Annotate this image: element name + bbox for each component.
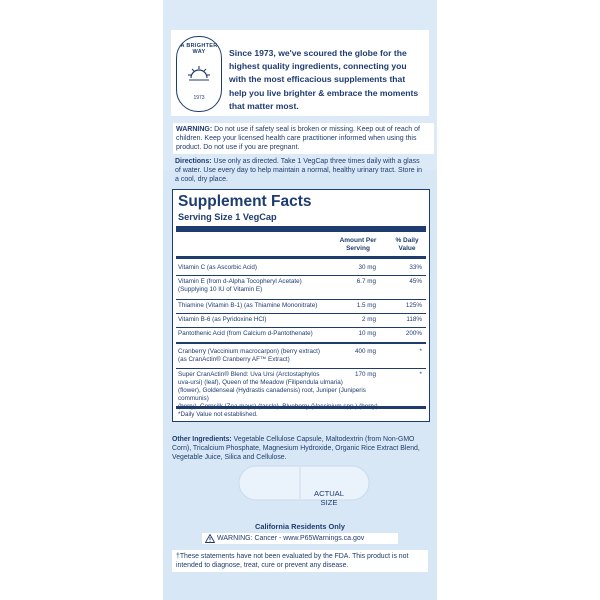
nutrient-amount: 170 mg (354, 371, 376, 378)
supplement-facts-panel: Supplement Facts Serving Size 1 VegCap Amount Per Serving % Daily Value Vitamin C (as Ascorbic Acid) 30 mg 33% Vitamin E (from d-Alpha Tocopheryl Acetate) (Supplying 10 IU of Vitamin E) 6.7 mg 45% Thiamine (Vitamin B-1) (as Thiamine Mononitrate) 1.5 mg 125% Vitamin B-6 (as Pyridoxine HCl) 2 mg 118% Pantothenic Acid (from Calcium d-Pantothenate) 10 mg 200% Cranberry (Vaccinium macrocarpon) (berry extract) (as CranActin® Cranberry AF™ Extract) 400 mg * Super CranActin® Blend: Uva Ursi (Arctostaphylos uva-ursi) (leaf), Queen of the Meadow (Filipendula ulmaria) (flower), Goldenseal (Hydrastis canadensis) root, Juniper (Juniperis communis) 170 mg * *Daily Value not established. (172, 189, 430, 422)
serving-size: Serving Size 1 VegCap (178, 212, 277, 222)
other-ingredients-text: Vegetable Cellulose Capsule, Maltodextrin (from Non-GMO Corn), Tricalcium Phosphate, Magnesium Hydroxide, Organic Rice Extract Blend, Vegetable Juice, Silica and Cellulose. (172, 436, 420, 461)
warning-text: Do not use if safety seal is broken or missing. Keep out of reach of children. Keep your licensed health care practitioner informed when using this product. Do not use if you are pregnant. (176, 126, 420, 151)
nutrient-amount: 400 mg (354, 348, 376, 355)
nutrient-dv: 33% (409, 264, 422, 271)
sun-icon (186, 64, 212, 82)
warning-triangle-icon (205, 534, 215, 543)
nutrient-amount: 10 mg (358, 330, 376, 337)
nutrient-name: Vitamin B-6 (as Pyridoxine HCl) (178, 316, 267, 323)
thick-divider (176, 226, 426, 232)
nutrient-name: Cranberry (Vaccinium macrocarpon) (berry extract) (as CranActin® Cranberry AF™ Extract) (178, 348, 320, 363)
brand-badge (176, 36, 222, 112)
bottom-divider (176, 406, 426, 409)
nutrient-name: Super CranActin® Blend: Uva Ursi (Arctostaphylos uva-ursi) (leaf), Queen of the Meadow (Filipendula ulmaria) (flower), Goldenseal (Hydrastis canadensis) root, Juniper (Juniperis communis) (178, 371, 366, 402)
header-divider (176, 256, 426, 259)
directions-text: Use only as directed. Take 1 VegCap three times daily with a glass of water. Use every day to help maintain a normal, healthy urinary tract. Store in a cool, dry place. (175, 158, 423, 183)
nutrient-name: Vitamin E (from d-Alpha Tocopheryl Acetate) (Supplying 10 IU of Vitamin E) (178, 278, 302, 293)
nutrient-amount: 6.7 mg (356, 278, 376, 285)
other-ingredients (172, 435, 428, 462)
daily-value-header: % Daily Value (395, 237, 419, 252)
prop65-warning (202, 533, 398, 544)
badge-text: A BRIGHTER WAY (180, 43, 218, 55)
intro-text: Since 1973, we've scoured the globe for the highest quality ingredients, connecting you with the most efficacious supplements that help you live brighter & embrace the moments that matter most. (229, 48, 419, 111)
amount-header: Amount Per Serving (339, 237, 377, 252)
actual-size-label: ACTUAL SIZE (314, 489, 344, 507)
nutrient-dv: 125% (405, 302, 422, 309)
nutrient-dv: 200% (405, 330, 422, 337)
warning-box (173, 123, 434, 154)
nutrient-dv: 45% (409, 278, 422, 285)
nutrient-amount: 2 mg (362, 316, 376, 323)
badge-year: 1973 (193, 95, 205, 101)
nutrient-amount: 30 mg (358, 264, 376, 271)
nutrient-name: Vitamin C (as Ascorbic Acid) (178, 264, 257, 271)
section-divider (176, 342, 426, 344)
nutrient-dv: * (419, 371, 422, 378)
nutrient-name: Pantothenic Acid (from Calcium d-Pantothenate) (178, 330, 313, 337)
nutrient-name: Thiamine (Vitamin B-1) (as Thiamine Mononitrate) (178, 302, 318, 309)
nutrient-dv: 118% (406, 316, 422, 323)
nutrient-amount: 1.5 mg (356, 302, 376, 309)
nutrient-dv: * (419, 348, 422, 355)
directions-label: Directions: (175, 158, 212, 165)
fda-disclaimer: †These statements have not been evaluated by the FDA. This product is not intended to diagnose, treat, cure or prevent any disease. (172, 550, 428, 572)
warning-label: WARNING: (176, 126, 213, 133)
california-label: California Residents Only (255, 522, 345, 531)
other-ingredients-label: Other Ingredients: (172, 436, 232, 443)
directions (175, 157, 427, 184)
supplement-facts-title: Supplement Facts (178, 193, 312, 210)
prop65-text: WARNING: Cancer - www.P65Warnings.ca.gov (217, 535, 365, 542)
